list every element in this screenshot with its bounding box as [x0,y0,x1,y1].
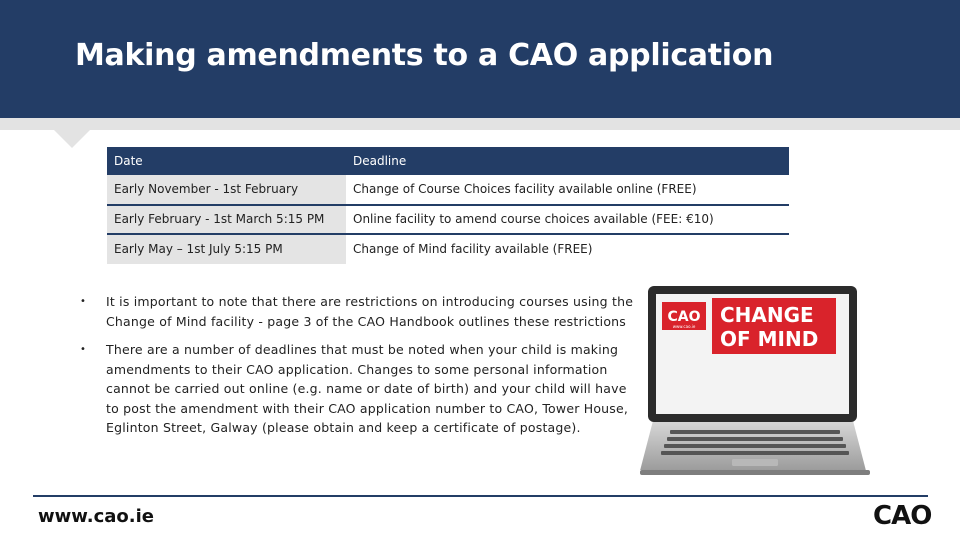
headline-line-1: CHANGE [720,303,814,327]
date-cell: Early May – 1st July 5:15 PM [107,234,346,264]
deadline-cell: Change of Mind facility available (FREE) [346,234,789,264]
headline-line-2: OF MIND [720,327,819,351]
deadline-cell: Online facility to amend course choices available (FEE: €10) [346,205,789,235]
header-notch-triangle [54,130,90,148]
footer-url: www.cao.ie [38,506,154,527]
bullet-item [78,292,638,331]
bullet-item [78,340,638,438]
bullet-text: It is important to note that there are restrictions on introducing courses using the Change of Mind facility - page 3 of the CAO Handbook outlines these restrictions [106,294,634,329]
bullet-dot-icon: • [80,344,87,355]
cao-logo-text: CAO [667,309,701,325]
table-row [107,175,789,205]
bullet-dot-icon: • [80,296,87,307]
footer-divider [33,495,928,497]
deadlines-table [107,147,789,264]
laptop-illustration [640,280,870,480]
column-header-date: Date [107,147,346,175]
bullet-text: There are a number of deadlines that must be noted when your child is making amendments to their CAO application. Changes to some personal information cannot be carried out online (e.g. name or date of birth) and your child will have to post the amendment with their CAO application number to CAO, Tower House, Eglinton Street, Galway (please obtain and keep a certificate of postage). [106,342,629,435]
laptop-trackpad [732,459,778,466]
deadline-cell: Change of Course Choices facility available online (FREE) [346,175,789,205]
date-cell: Early February - 1st March 5:15 PM [107,205,346,235]
table-row [107,234,789,264]
header-banner [0,0,960,118]
cao-logo-url: www.cao.ie [672,324,696,329]
footer-cao-logo: CAO [873,501,932,531]
slide-title: Making amendments to a CAO application [75,38,774,73]
date-cell: Early November - 1st February [107,175,346,205]
bullet-list [78,292,638,447]
table-header-row [107,147,789,175]
laptop-base-edge [640,470,870,475]
table-row [107,205,789,235]
header-band [0,118,960,130]
column-header-deadline: Deadline [346,147,789,175]
